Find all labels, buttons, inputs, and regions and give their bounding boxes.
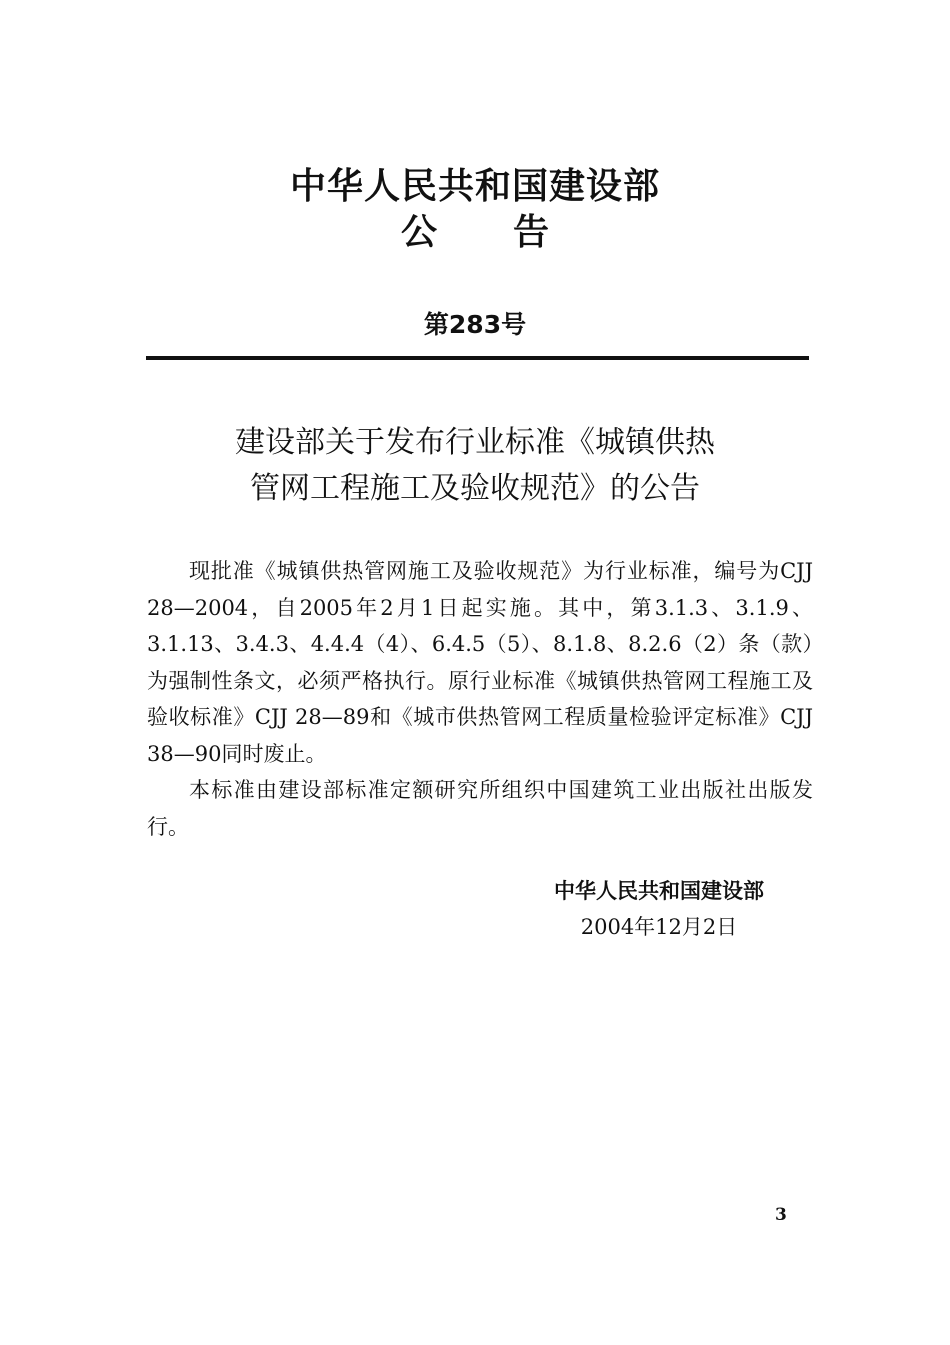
announcement-title — [0, 420, 950, 512]
body-paragraph-2: 本标准由建设部标准定额研究所组织中国建筑工业出版社出版发行。 — [147, 778, 813, 839]
ministry-heading: 中华人民共和国建设部 — [289, 166, 660, 207]
announcement-body — [147, 553, 813, 845]
announcement-number: 第283号 — [423, 310, 527, 339]
header-divider — [146, 356, 809, 360]
signature-date: 2004年12月2日 — [580, 915, 738, 939]
signature-block — [554, 873, 764, 945]
document-type-heading: 公告 — [400, 212, 625, 253]
page-number: 3 — [775, 1205, 787, 1225]
announcement-title-line-1: 建设部关于发布行业标准《城镇供热 — [235, 425, 715, 460]
announcement-title-line-2: 管网工程施工及验收规范》的公告 — [250, 471, 700, 506]
signature-organization: 中华人民共和国建设部 — [554, 879, 764, 903]
body-paragraph-1: 现批准《城镇供热管网施工及验收规范》为行业标准，编号为CJJ 28—2004，自2005年2月1日起实施。其中，第3.1.3、3.1.9、3.1.13、3.4.3、4.4.4（4）、6.4.5（5）、8.1.8、8.2.6（2）条（款）为强制性条文，必须严格执行。原行业标准《城镇供热管网工程施工及验收标准》CJJ 28—89和《城市供热管网工程质量检验评定标准》CJJ 38—90同时废止。 — [147, 559, 813, 766]
